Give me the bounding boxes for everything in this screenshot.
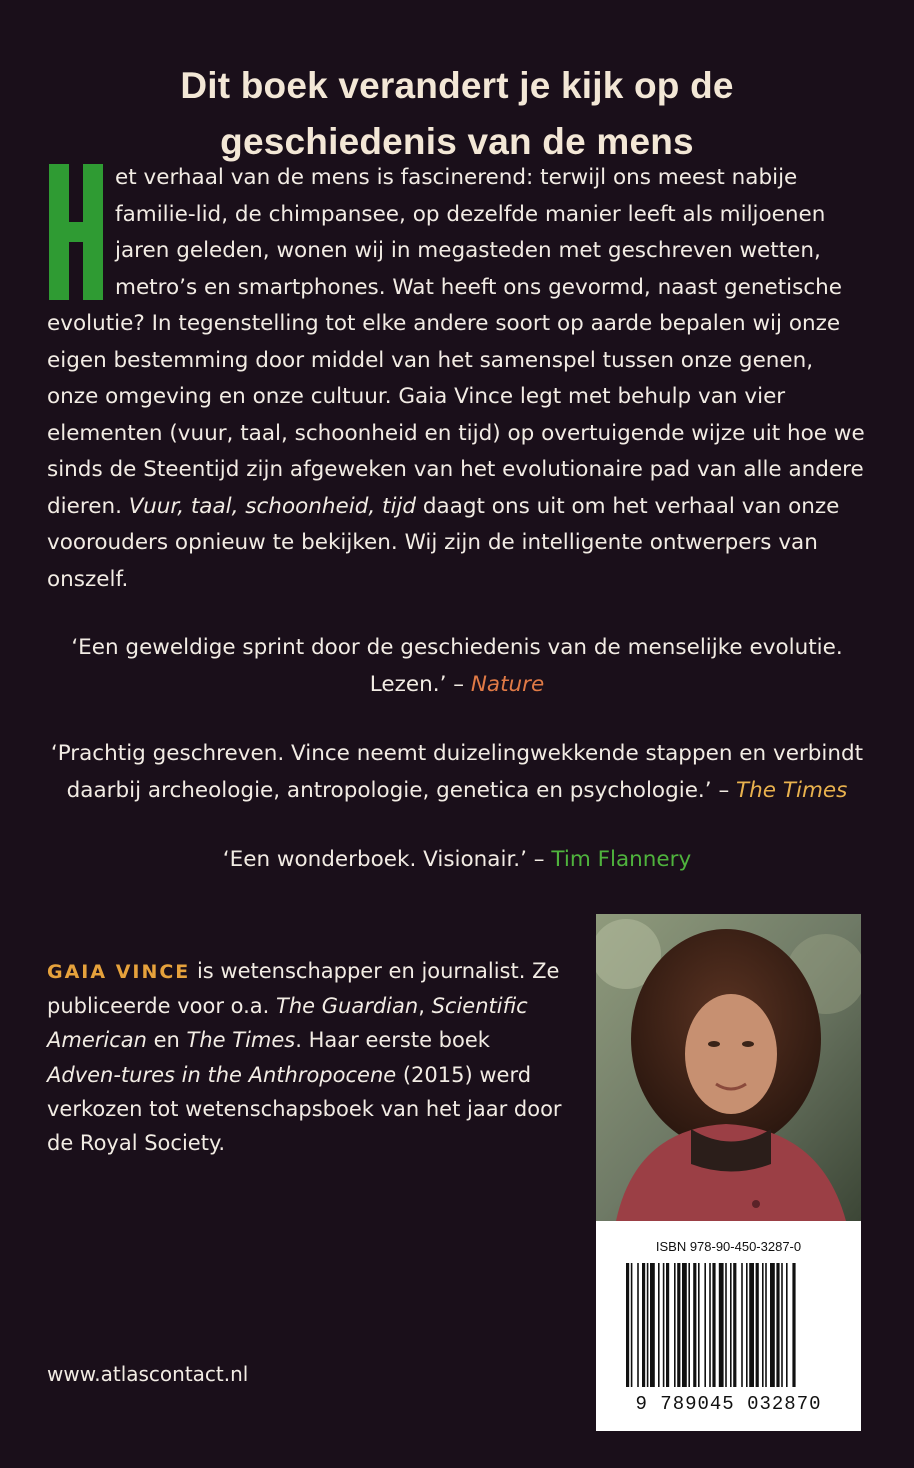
barcode-box	[596, 1221, 861, 1431]
intro-text-b: daagt ons uit om het verhaal van onze voorouders opnieuw te bekijken. Wij zijn de intelligente ontwerpers van onszelf.	[47, 493, 840, 592]
author-name: GAIA VINCE	[47, 961, 191, 983]
publisher-website: www.atlascontact.nl	[47, 1362, 249, 1386]
author-photo	[596, 914, 861, 1221]
dropcap-h-shape	[47, 164, 105, 300]
quote-source-nature: Nature	[470, 671, 545, 697]
quote-nature: ‘Een geweldige sprint door de geschiedenis van de menselijke evolutie. Lezen.’ – Nature	[71, 635, 843, 697]
intro-text-a: et verhaal van de mens is fascinerend: terwijl ons meest nabije familie-lid, de chimpansee, op dezelfde manier leeft als miljoenen jaren geleden, wonen wij in megasteden met geschreven wetten, metro’s en smartphones. Wat heeft ons gevormd, naast genetische evolutie? In tegenstelling tot elke andere soort op aarde bepalen wij onze eigen bestemming door middel van het samenspel tussen onze genen, onze omgeving en onze cultuur. Gaia Vince legt met behulp van vier elementen (vuur, taal, schoonheid en tijd) op overtuigende wijze uit hoe we sinds de Steentijd zijn afgeweken van het evolutionaire pad van alle andere dieren.	[47, 165, 865, 519]
barcode-digits: 9 789045 032870	[635, 1393, 822, 1415]
isbn-label: ISBN 978-90-450-3287-0	[655, 1239, 802, 1254]
intro-paragraph	[47, 160, 869, 598]
dropcap-letter	[47, 164, 105, 300]
author-bio: GAIA VINCE is wetenschapper en journalist. Ze publiceerde voor o.a. The Guardian, Scientific American en The Times. Haar eerste boek Adven-tures in the Anthropocene (2015) werd verkozen tot wetenschapsboek van het jaar door de Royal Society.	[47, 959, 562, 1156]
quote-flannery: ‘Een wonderboek. Visionair.’ – Tim Flannery	[222, 847, 692, 872]
headline	[0, 58, 914, 170]
quote-source-times: The Times	[736, 777, 848, 803]
quote-source-flannery: Tim Flannery	[551, 847, 692, 872]
headline-line-2: geschiedenis van de mens	[220, 121, 694, 162]
intro-book-title: Vuur, taal, schoonheid, tijd	[128, 493, 417, 519]
headline-line-1: Dit boek verandert je kijk op de	[180, 65, 734, 106]
quote-times: ‘Prachtig geschreven. Vince neemt duizelingwekkende stappen en verbindt daarbij archeologie, antropologie, genetica en psychologie.’ – The Times	[50, 741, 864, 803]
